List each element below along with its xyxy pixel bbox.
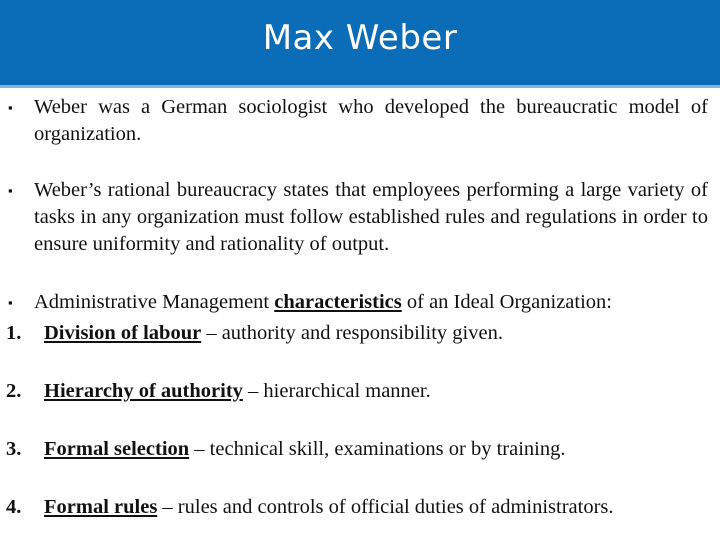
- item-number: 1.: [6, 322, 22, 344]
- item-description: – technical skill, examinations or by training.: [189, 438, 566, 460]
- bullet-item: [8, 177, 708, 258]
- item-number: 2.: [6, 380, 22, 402]
- item-description: – rules and controls of official duties of administrators.: [157, 496, 614, 518]
- key-term: Formal selection: [44, 438, 190, 460]
- item-number: 3.: [6, 438, 22, 460]
- bullet-item: [8, 94, 708, 148]
- bullet-item: [8, 289, 708, 316]
- square-bullet-icon: ▪: [8, 100, 13, 115]
- key-term: Formal rules: [44, 496, 158, 518]
- item-number: 4.: [6, 496, 22, 518]
- numbered-item: [6, 320, 706, 347]
- key-term: characteristics: [274, 291, 402, 313]
- title-bar: [0, 0, 720, 88]
- bullet-text-post: of an Ideal Organization:: [401, 291, 612, 313]
- square-bullet-icon: ▪: [8, 295, 13, 310]
- numbered-item: [6, 494, 706, 521]
- square-bullet-icon: ▪: [8, 183, 13, 198]
- bullet-text: Weber’s rational bureaucracy states that employees performing a large variety of tasks in any organization must follow established rules and regulations in order to ensure uniformity and rationality of output.: [34, 179, 708, 255]
- bullet-text-pre: Administrative Management: [34, 291, 275, 313]
- bullet-text: Weber was a German sociologist who developed the bureaucratic model of organization.: [34, 96, 708, 145]
- slide-title: Max Weber: [262, 18, 458, 58]
- numbered-item: [6, 378, 706, 405]
- item-description: – authority and responsibility given.: [201, 322, 503, 344]
- key-term: Hierarchy of authority: [44, 380, 243, 402]
- item-description: – hierarchical manner.: [242, 380, 431, 402]
- key-term: Division of labour: [44, 322, 202, 344]
- numbered-item: [6, 436, 706, 463]
- bullet-text: [34, 289, 708, 316]
